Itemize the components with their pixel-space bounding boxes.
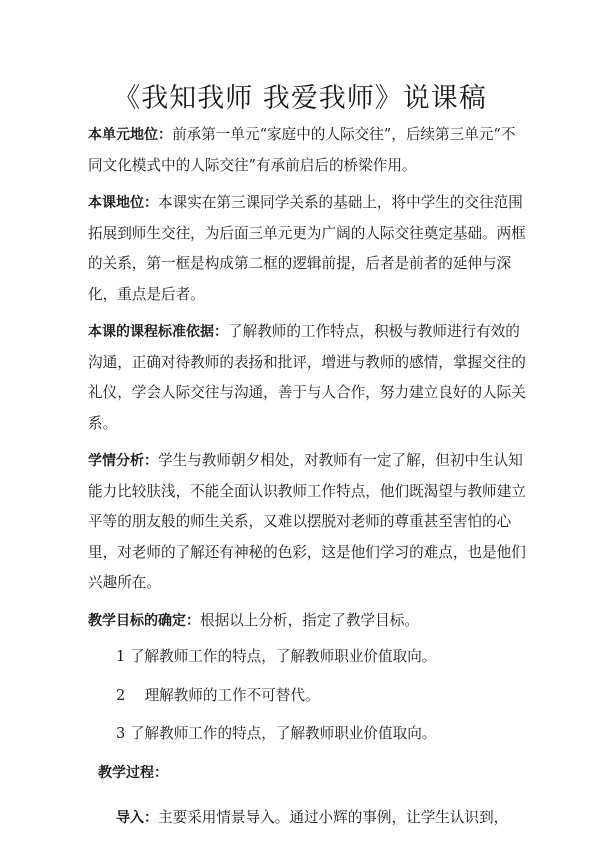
objective-item: 3 了解教师工作的特点，了解教师职业价值取向。 [116, 725, 437, 742]
introduction-paragraph [88, 803, 528, 834]
objectives-paragraph [88, 606, 528, 637]
introduction-text: 主要采用情景导入。通过小辉的事例，让学生认识到， [158, 808, 509, 826]
objective-item: 1 了解教师工作的特点，了解教师职业价值取向。 [116, 648, 437, 665]
curriculum-basis-paragraph [88, 317, 528, 439]
objectives-list [88, 642, 528, 750]
introduction-label: 导入： [116, 809, 158, 826]
lesson-position-label: 本课地位： [88, 195, 158, 211]
document-body [88, 120, 528, 848]
objectives-text: 根据以上分析，指定了教学目标。 [200, 611, 419, 629]
process-label: 教学过程： [98, 764, 168, 781]
unit-position-text: 前承第一单元“家庭中的人际交往”，后续第三单元“不同文化模式中的人际交往”有承前启后的桥梁作用。 [88, 126, 516, 174]
lesson-position-paragraph [88, 188, 528, 310]
process-heading [88, 758, 528, 789]
objectives-label: 教学目标的确定： [88, 612, 200, 629]
curriculum-basis-label: 本课的课程标准依据： [88, 324, 228, 340]
objective-item: 2 理解教师的工作不可替代。 [116, 686, 320, 704]
document-title: 《我知我师 我爱我师》说课稿 [113, 83, 487, 114]
student-analysis-text: 学生与教师朝夕相处，对教师有一定了解，但初中生认知能力比较肤浅，不能全面认识教师工作特点，他们既渴望与教师建立平等的朋友般的师生关系，又难以摆脱对老师的尊重甚至害怕的心里，对老师的了解还有神秘的色彩，这是他们学习的难点，也是他们兴趣所在。 [88, 452, 526, 591]
unit-position-label: 本单元地位： [88, 127, 172, 143]
student-analysis-label: 学情分析： [88, 453, 158, 469]
curriculum-basis-text: 了解教师的工作特点，积极与教师进行有效的沟通，正确对待教师的表扬和批评，增进与教师的感情，掌握交往的礼仪，学会人际交往与沟通，善于与人合作，努力建立良好的人际关系。 [88, 323, 526, 432]
unit-position-paragraph [88, 120, 528, 181]
student-analysis-paragraph [88, 446, 528, 599]
lesson-position-text: 本课实在第三课同学关系的基础上，将中学生的交往范围拓展到师生交往，为后面三单元更为广阔的人际交往奠定基础。两框的关系，第一框是构成第二框的逻辑前提，后者是前者的延伸与深化，重点是后者。 [88, 194, 526, 303]
